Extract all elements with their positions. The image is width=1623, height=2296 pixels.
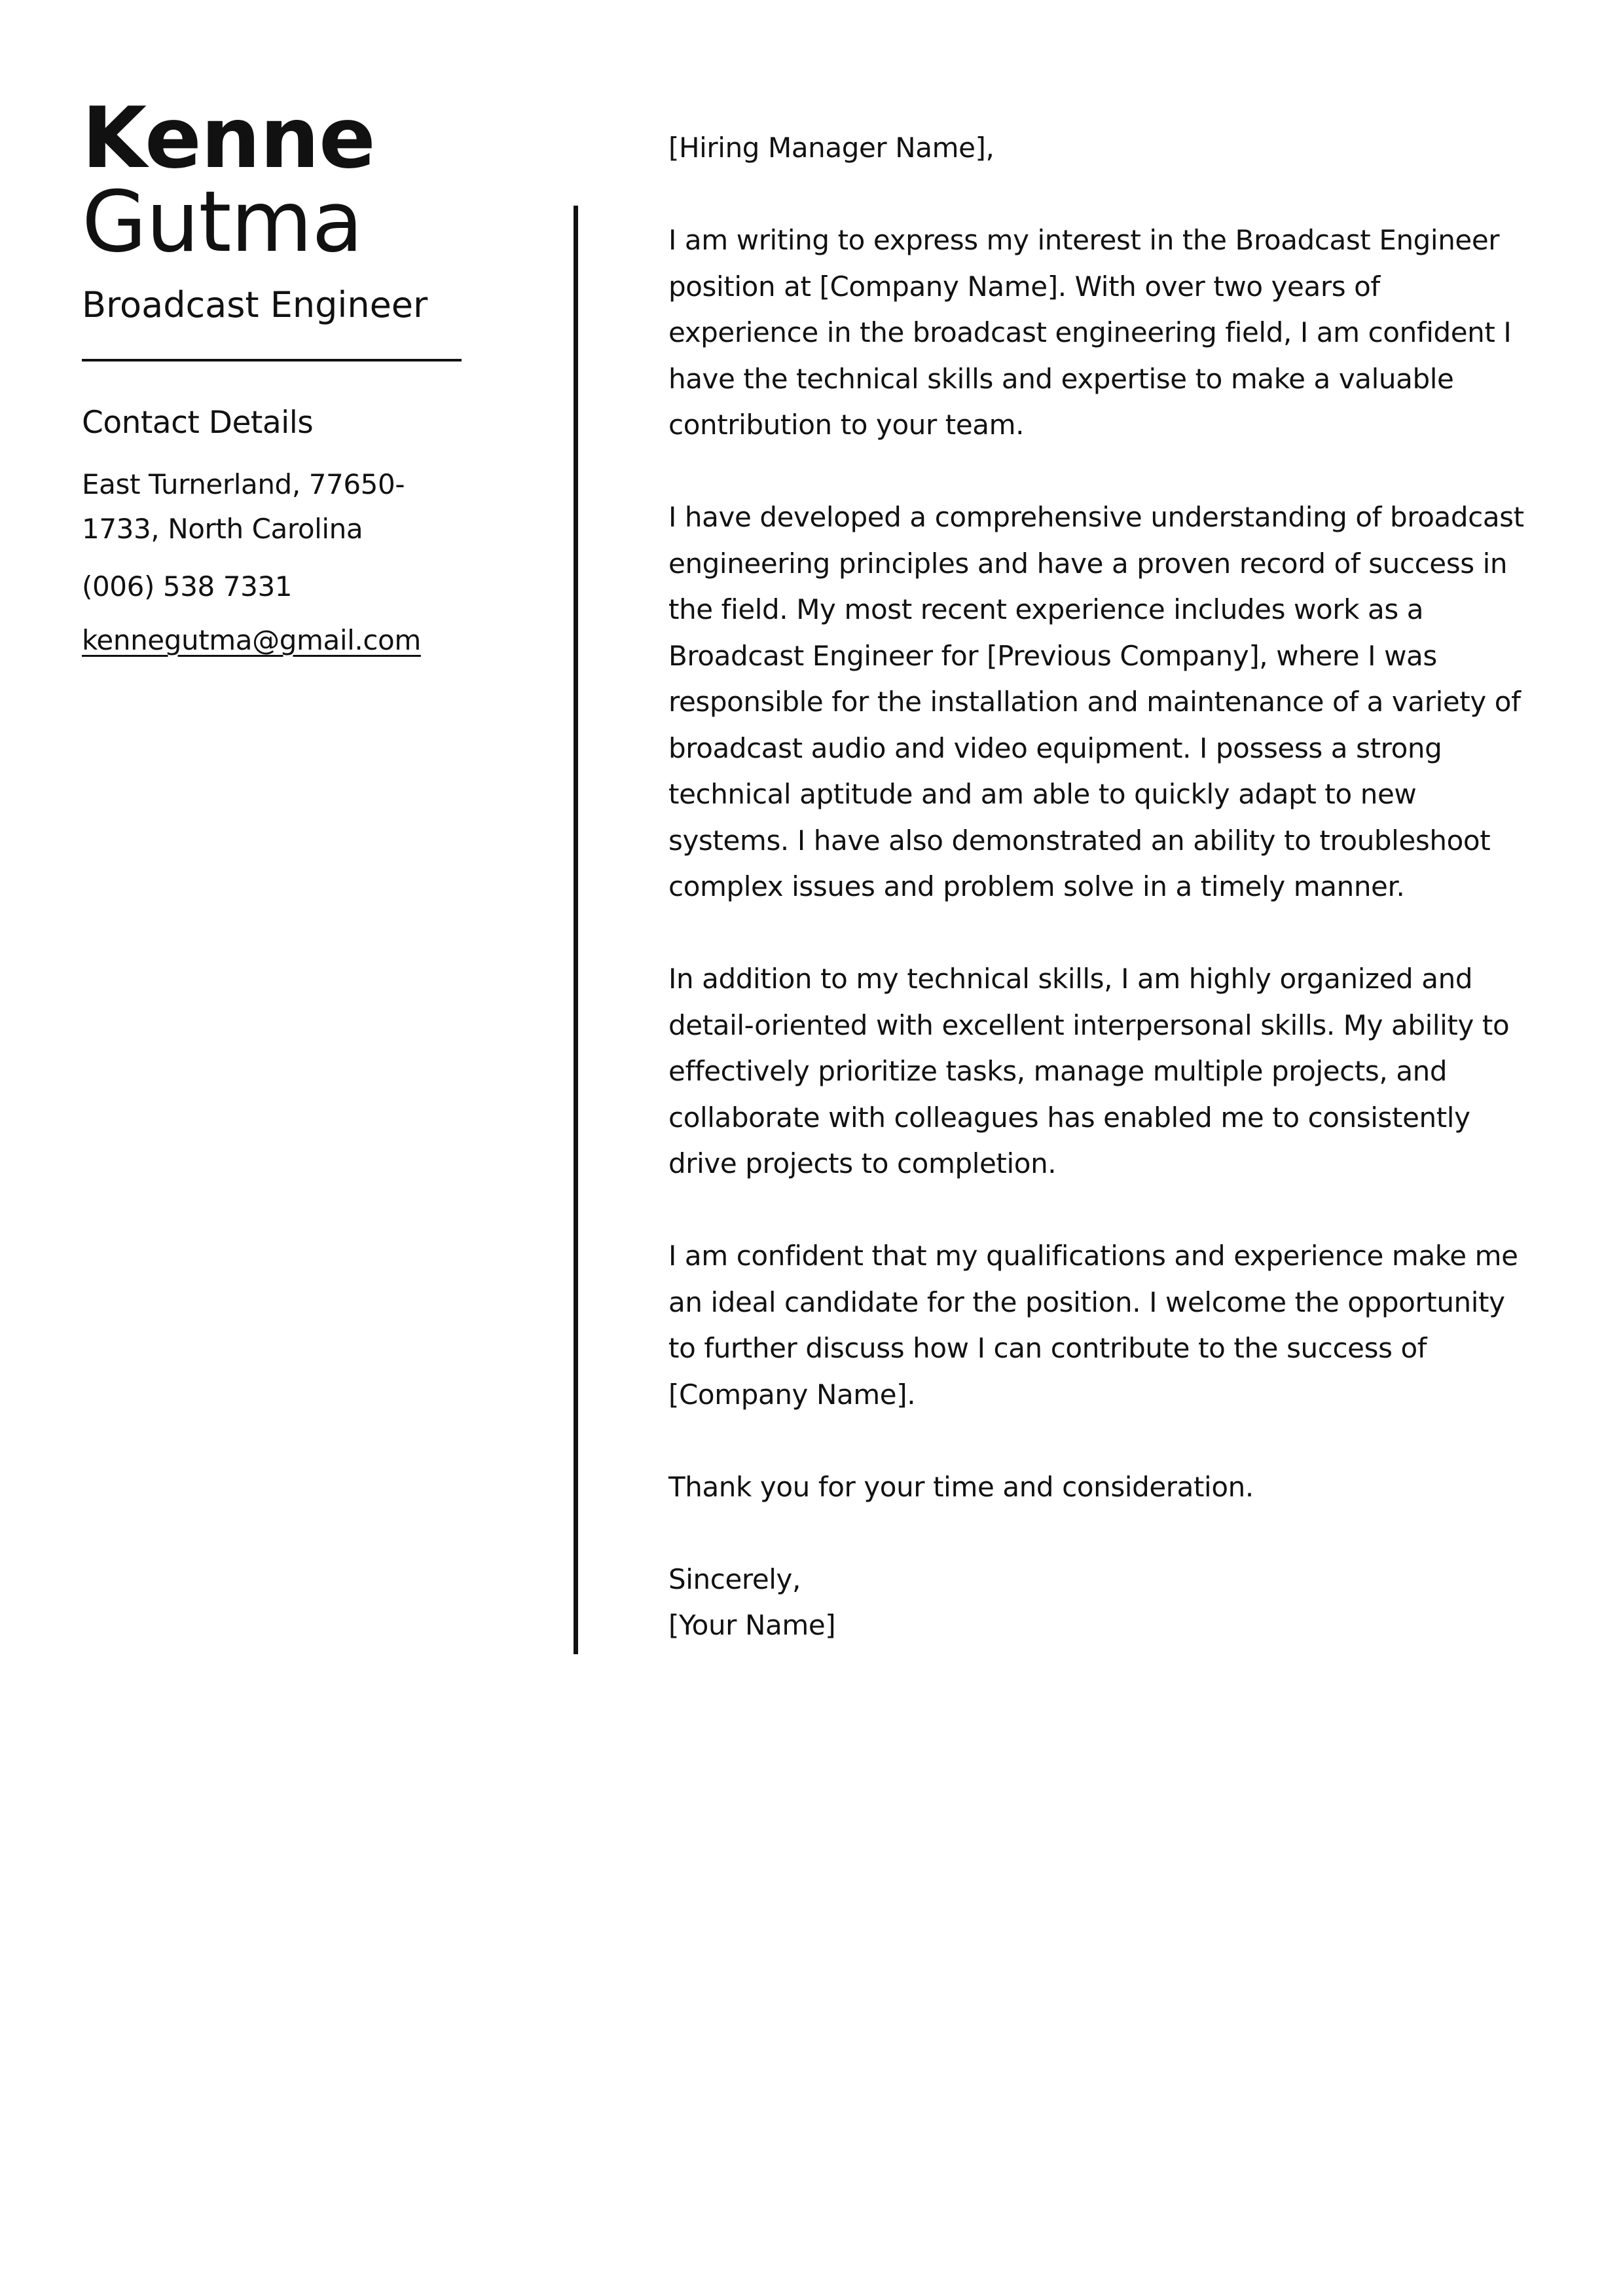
sidebar <box>82 90 488 663</box>
contact-address: East Turnerland, 77650-1733, North Carolina <box>82 468 405 545</box>
vertical-divider <box>574 206 578 1654</box>
letter-paragraph: I am writing to express my interest in the Broadcast Engineer position at [Company Name]. With over two years of experience in the broadcast engineering field, I am confident I have the technical skills and expertise to make a valuable contribution to your team. <box>668 224 1512 441</box>
title-divider <box>82 359 462 361</box>
candidate-first-name: Kenne <box>82 90 375 187</box>
letter-body <box>668 125 1533 1649</box>
letter-paragraph: In addition to my technical skills, I am highly organized and detail-oriented with excellent interpersonal skills. My ability to effectively prioritize tasks, manage multiple projects, and collaborate with colleagues has enabled me to consistently drive projects to completion. <box>668 963 1510 1179</box>
candidate-last-name: Gutma <box>82 174 363 271</box>
contact-details-heading: Contact Details <box>82 405 314 441</box>
letter-closing: Sincerely, <box>668 1563 801 1595</box>
letter-paragraph: Thank you for your time and consideration. <box>668 1470 1254 1503</box>
letter-paragraph: I am confident that my qualifications and experience make me an ideal candidate for the position. I welcome the opportunity to further discuss how I can contribute to the success of [Company Name]. <box>668 1240 1518 1411</box>
job-title: Broadcast Engineer <box>82 284 428 325</box>
contact-email-link[interactable]: kennegutma@gmail.com <box>82 624 421 656</box>
letter-salutation: [Hiring Manager Name], <box>668 132 994 164</box>
contact-phone: (006) 538 7331 <box>82 570 293 602</box>
letter-signature: [Your Name] <box>668 1609 836 1641</box>
letter-paragraph: I have developed a comprehensive understanding of broadcast engineering principles and have a proven record of success in the field. My most recent experience includes work as a Broadcast Engineer for [Previous Company], where I was responsible for the installation and maintenance of a variety of broadcast audio and video equipment. I possess a strong technical aptitude and am able to quickly adapt to new systems. I have also demonstrated an ability to troubleshoot complex issues and problem solve in a timely manner. <box>668 501 1524 902</box>
